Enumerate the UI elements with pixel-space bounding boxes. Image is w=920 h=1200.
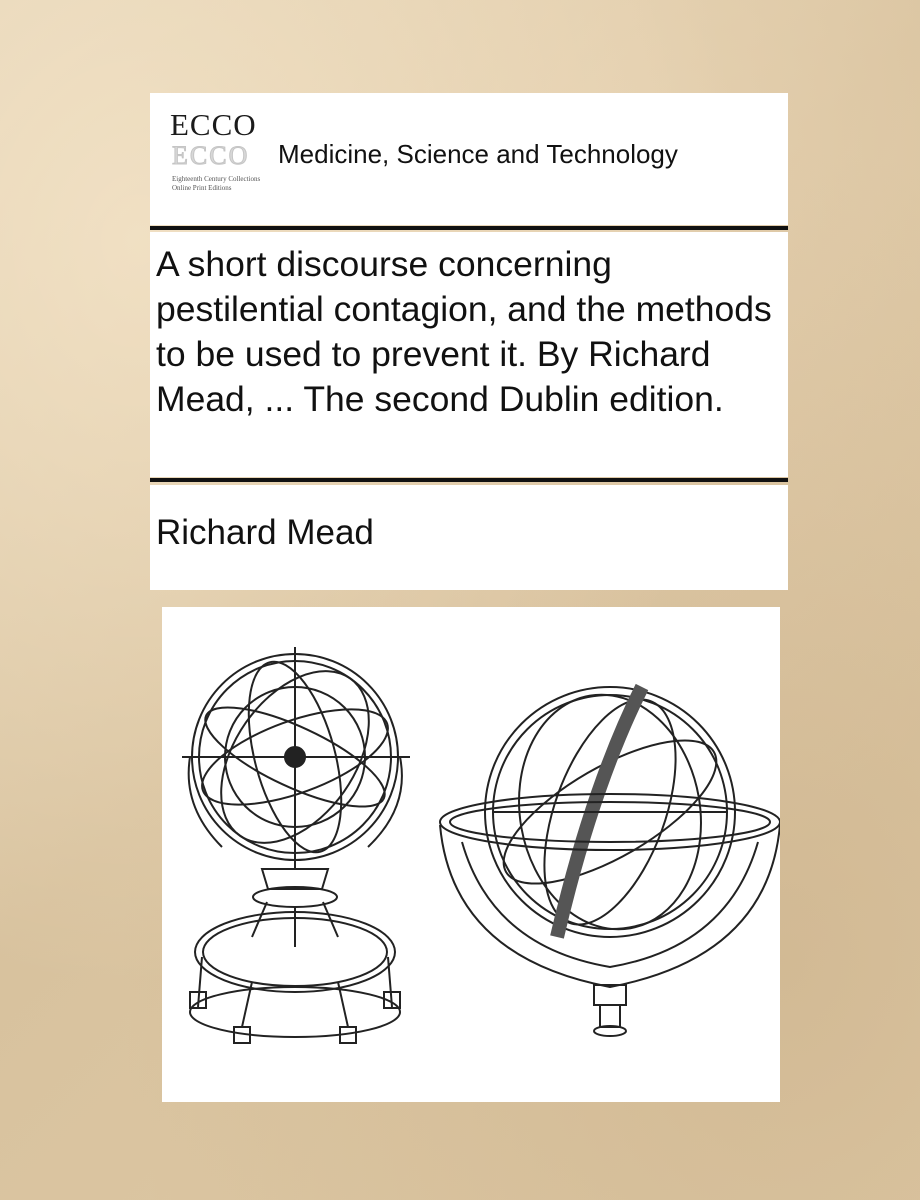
book-title: A short discourse concerning pestilential contagion, and the methods to be used to prevent it. By Richard Mead, ... The second Dublin edition. (156, 244, 772, 419)
ecco-logo (164, 107, 268, 215)
book-author: Richard Mead (156, 513, 374, 552)
series-header-panel (150, 93, 788, 225)
title-divider (150, 478, 788, 482)
logo-mark-bottom: ECCO (172, 141, 250, 170)
header-divider (150, 226, 788, 230)
author-panel (150, 485, 788, 590)
armillary-sphere-on-stand-icon (182, 644, 410, 1043)
title-panel (150, 232, 788, 477)
illustration-panel (162, 607, 780, 1102)
logo-caption: Eighteenth Century Collections Online Print Editions (172, 175, 261, 192)
logo-mark-top: ECCO (170, 107, 257, 142)
armillary-sphere-in-bowl-icon (440, 680, 780, 1036)
series-title: Medicine, Science and Technology (278, 139, 678, 169)
armillary-spheres-engraving (162, 607, 780, 1102)
